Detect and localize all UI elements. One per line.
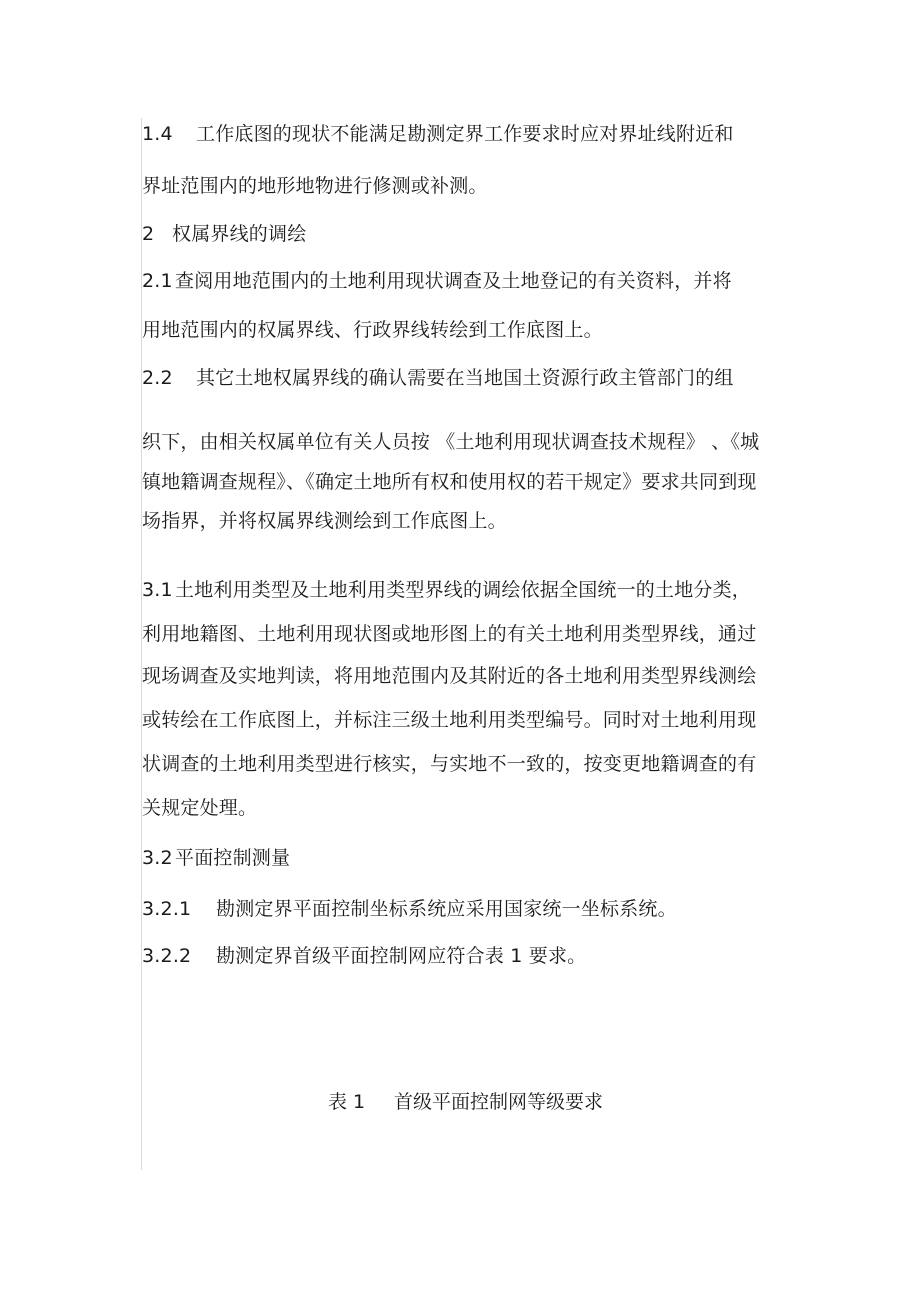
- heading-line: [142, 846, 290, 870]
- heading-line: [142, 222, 306, 246]
- line-text: 关规定处理。: [142, 797, 258, 819]
- section-number: 2.1: [142, 270, 173, 292]
- line-text: 土地利用类型及土地利用类型界线的调绘依据全国统一的土地分类，: [175, 579, 752, 601]
- heading-text: 平面控制测量: [175, 847, 291, 869]
- line-text: 其它土地权属界线的确认需要在当地国土资源行政主管部门的组: [196, 367, 734, 389]
- line-text: 或转绘在工作底图上，并标注三级土地利用类型编号。同时对土地利用现: [142, 709, 757, 731]
- section-number: 2: [142, 223, 155, 245]
- text-line: [142, 578, 751, 602]
- line-text: 利用地籍图、土地利用现状图或地形图上的有关土地利用类型界线，通过: [142, 623, 757, 645]
- section-number: 3.2.1: [142, 898, 192, 920]
- text-line: [142, 708, 756, 732]
- heading-text: 权属界线的调绘: [172, 223, 307, 245]
- section-number: 1.4: [142, 123, 173, 145]
- section-number: 3.1: [142, 579, 173, 601]
- table-label: 表 1: [328, 1091, 366, 1113]
- line-text: 查阅用地范围内的土地利用现状调查及土地登记的有关资料，并将: [175, 270, 732, 292]
- text-line: [142, 470, 757, 494]
- table-title: 首级平面控制网等级要求: [394, 1091, 604, 1113]
- line-text: 用地范围内的权属界线、行政界线转绘到工作底图上。: [142, 319, 603, 341]
- line-text: 织下，由相关权属单位有关人员按 《土地利用现状调查技术规程》 、《城: [142, 431, 760, 453]
- line-text: 工作底图的现状不能满足勘测定界工作要求时应对界址线附近和: [196, 123, 734, 145]
- table-caption: [328, 1090, 603, 1114]
- line-text: 状调查的土地利用类型进行核实，与实地不一致的，按变更地籍调查的有: [142, 753, 757, 775]
- text-line: [142, 664, 756, 688]
- text-line: [142, 122, 734, 146]
- text-line: [142, 269, 732, 293]
- text-line: [142, 897, 677, 921]
- line-text: 场指界，并将权属界线测绘到工作底图上。: [142, 510, 507, 532]
- section-number: 3.2: [142, 847, 173, 869]
- line-text: 勘测定界平面控制坐标系统应采用国家统一坐标系统。: [216, 898, 677, 920]
- text-line: [142, 430, 759, 454]
- line-text: 勘测定界首级平面控制网应符合表 1 要求。: [216, 945, 587, 967]
- text-line: [142, 174, 488, 198]
- text-line: [142, 944, 586, 968]
- text-line: [142, 622, 756, 646]
- section-number: 2.2: [142, 367, 173, 389]
- line-text: 界址范围内的地形地物进行修测或补测。: [142, 175, 488, 197]
- text-line: [142, 509, 507, 533]
- line-text: 现场调查及实地判读，将用地范围内及其附近的各土地利用类型界线测绘: [142, 665, 757, 687]
- line-text: 镇地籍调查规程》、《确定土地所有权和使用权的若干规定》要求共同到现: [142, 471, 757, 493]
- text-line: [142, 796, 257, 820]
- text-line: [142, 318, 603, 342]
- section-number: 3.2.2: [142, 945, 192, 967]
- text-line: [142, 366, 734, 390]
- text-line: [142, 752, 756, 776]
